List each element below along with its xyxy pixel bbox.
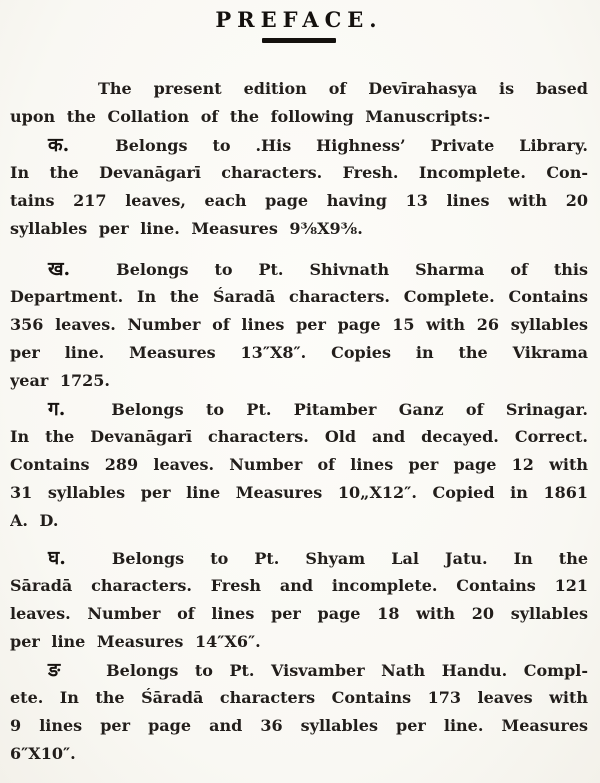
paragraph-manuscript-kha [10, 255, 588, 395]
text-line [10, 544, 588, 572]
text-line-content: Belongs to Pt. Shyam Lal Jatu. In the [111, 549, 588, 568]
text-line: 31 syllables per line Measures 10„X12″. Copied in 1861 [10, 483, 588, 502]
title-block [10, 8, 588, 43]
preface-text [10, 75, 588, 768]
manuscript-label-ga: ग. [48, 398, 66, 420]
text-line: A. D. [10, 511, 59, 530]
paragraph-manuscript-ga [10, 395, 588, 535]
text-line-content: Belongs to Pt. Visvamber Nath Handu. Compl- [106, 661, 588, 680]
text-line: per line. Measures 13″X8″. Copies in the Vikrama [10, 343, 588, 362]
paragraph-manuscript-gha [10, 544, 588, 656]
text-line: In the Devanāgarī characters. Fresh. Incomplete. Con- [10, 163, 588, 182]
paragraph-intro [10, 75, 588, 131]
paragraph-manuscript-ka [10, 131, 588, 243]
text-line: syllables per line. Measures 9⅜X9⅜. [10, 219, 363, 238]
text-line: upon the Collation of the following Manuscripts:- [10, 107, 490, 126]
text-line: The present edition of Devīrahasya is based [98, 79, 588, 98]
text-line: Sāradā characters. Fresh and incomplete. Contains 121 [10, 576, 588, 595]
manuscript-label-kha: ख. [48, 258, 71, 280]
text-line [10, 131, 588, 159]
paragraph-manuscript-nga [10, 656, 588, 768]
text-line [10, 255, 588, 283]
text-line [10, 395, 588, 423]
text-line-content: Belongs to Pt. Shivnath Sharma of this [116, 260, 588, 279]
manuscript-label-gha: घ. [48, 547, 66, 569]
manuscript-label-nga: ङ [48, 659, 61, 681]
text-line [10, 656, 588, 684]
text-line: Contains 289 leaves. Number of lines per page 12 with [10, 455, 588, 474]
text-line: 9 lines per page and 36 syllables per line. Measures [10, 716, 588, 735]
text-line: tains 217 leaves, each page having 13 lines with 20 [10, 191, 588, 210]
text-line: year 1725. [10, 371, 110, 390]
text-line: In the Devanāgarī characters. Old and decayed. Correct. [10, 427, 588, 446]
text-line-content: Belongs to Pt. Pitamber Ganz of Srinagar. [111, 400, 588, 419]
title-underline [262, 38, 336, 43]
text-line: Department. In the Śaradā characters. Complete. Contains [10, 287, 588, 306]
text-line-content: Belongs to .His Highness’ Private Library. [115, 136, 588, 155]
page-title: PREFACE. [215, 7, 383, 32]
text-line: per line Measures 14″X6″. [10, 632, 261, 651]
text-line: leaves. Number of lines per page 18 with 20 syllables [10, 604, 588, 623]
text-line: 356 leaves. Number of lines per page 15 with 26 syllables [10, 315, 588, 334]
text-line: 6″X10″. [10, 744, 76, 763]
manuscript-label-ka: क. [48, 134, 70, 156]
text-line: ete. In the Śāradā characters Contains 173 leaves with [10, 688, 588, 707]
